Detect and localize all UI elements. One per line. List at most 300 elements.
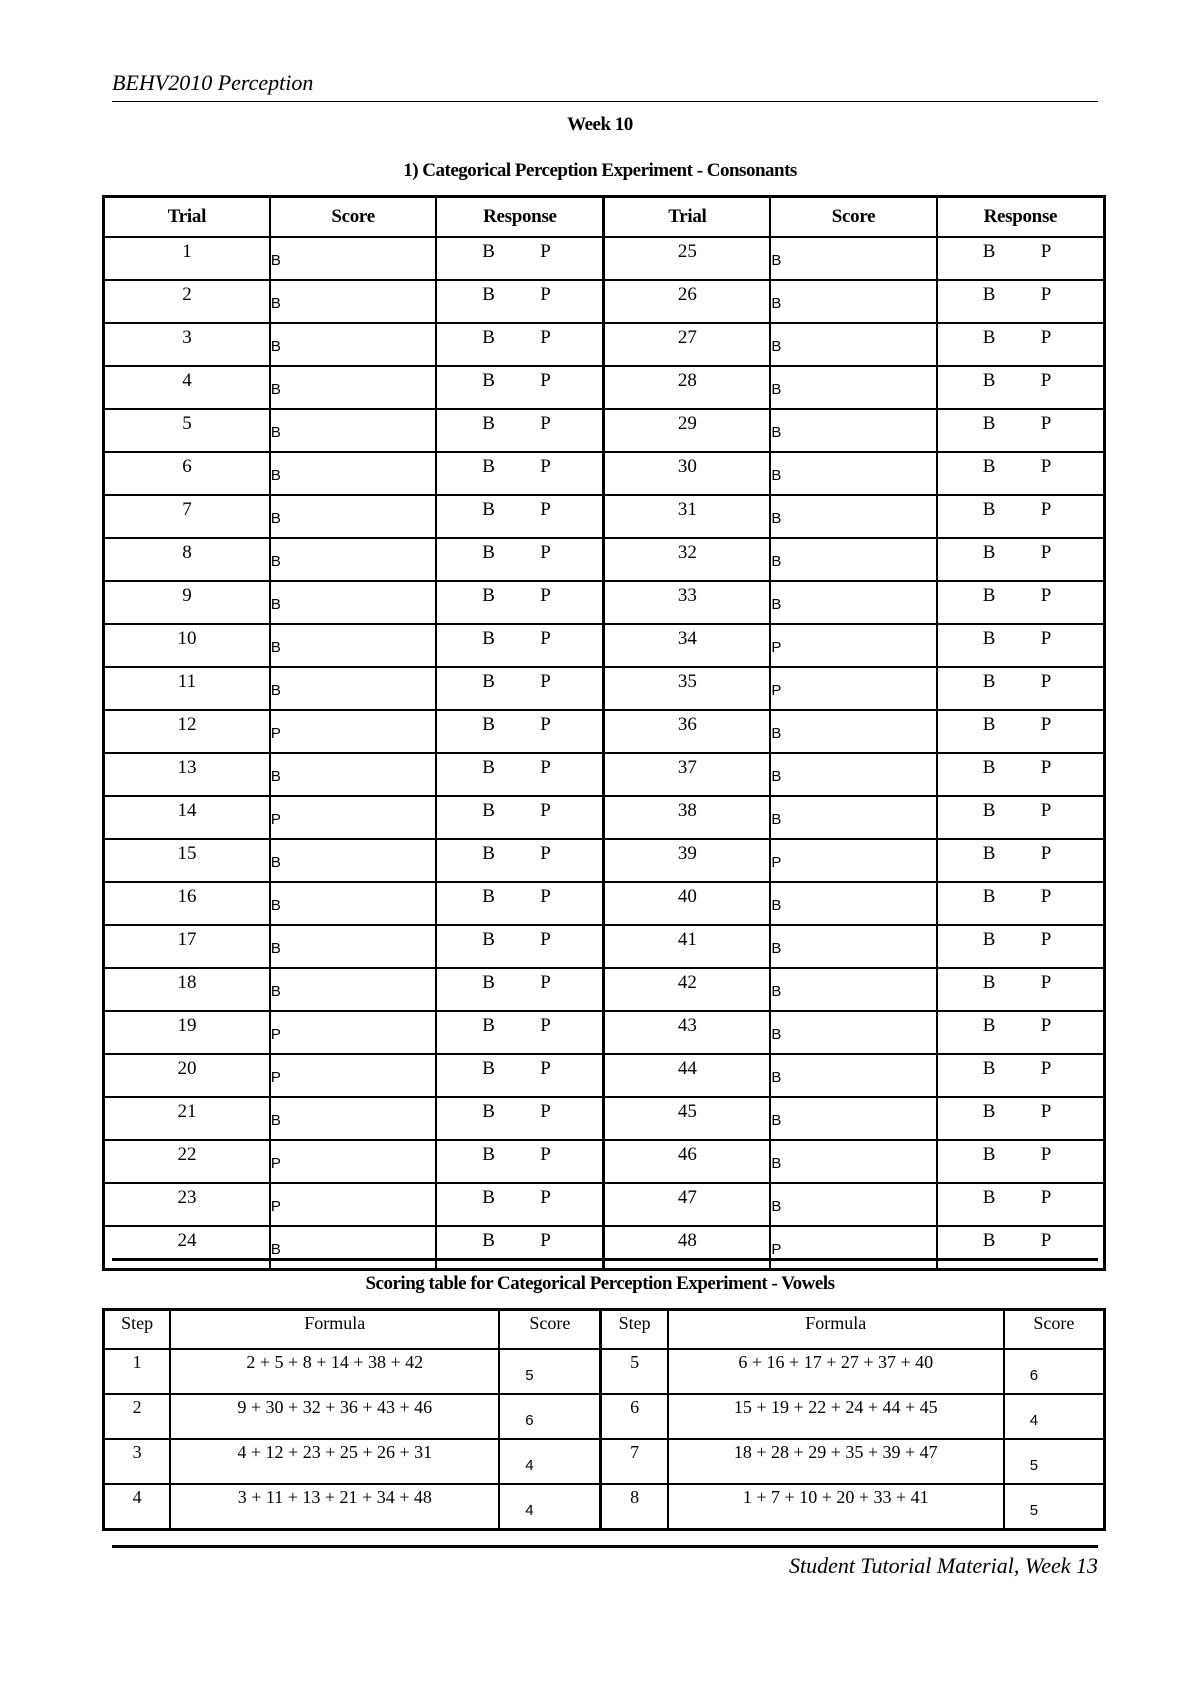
formula-cell: 6 + 16 + 17 + 27 + 37 + 40 <box>668 1349 1004 1394</box>
trial-cell: 5 <box>104 409 270 452</box>
trial-cell: 3 <box>104 323 270 366</box>
section-divider <box>112 1258 1098 1261</box>
response-option-b[interactable]: B <box>982 456 996 477</box>
trial-cell: 22 <box>104 1140 270 1183</box>
response-option-b[interactable]: B <box>482 585 495 606</box>
response-cell <box>937 1097 1105 1140</box>
response-cell <box>937 538 1105 581</box>
response-option-p[interactable]: P <box>540 1187 551 1208</box>
trial-cell: 36 <box>604 710 770 753</box>
vowel-score-cell: 4 <box>499 1439 601 1484</box>
trial-cell: 13 <box>104 753 270 796</box>
trial-cell: 7 <box>104 495 270 538</box>
score-cell: B <box>770 366 936 409</box>
response-option-p[interactable]: P <box>1040 628 1052 649</box>
trial-cell: 33 <box>604 581 770 624</box>
formula-cell: 2 + 5 + 8 + 14 + 38 + 42 <box>170 1349 499 1394</box>
trial-cell: 20 <box>104 1054 270 1097</box>
trial-cell: 30 <box>604 452 770 495</box>
response-option-p[interactable]: P <box>1040 843 1052 864</box>
trial-cell: 6 <box>104 452 270 495</box>
trial-cell: 34 <box>604 624 770 667</box>
response-option-p[interactable]: P <box>1040 456 1052 477</box>
response-option-p[interactable]: P <box>1040 1187 1052 1208</box>
response-cell <box>436 1226 604 1270</box>
response-cell <box>937 1140 1105 1183</box>
score-cell: B <box>770 882 936 925</box>
score-cell: B <box>770 237 936 280</box>
response-option-b[interactable]: B <box>482 972 495 993</box>
formula-cell: 3 + 11 + 13 + 21 + 34 + 48 <box>170 1484 499 1530</box>
consonant-row <box>104 452 1105 495</box>
response-option-p[interactable]: P <box>1040 1101 1052 1122</box>
response-option-p[interactable]: P <box>540 327 551 348</box>
response-option-b[interactable]: B <box>982 370 996 391</box>
header-rule <box>112 101 1098 102</box>
response-option-p[interactable]: P <box>540 241 551 262</box>
response-option-b[interactable]: B <box>482 1015 495 1036</box>
response-option-b[interactable]: B <box>482 499 495 520</box>
response-option-b[interactable]: B <box>482 800 495 821</box>
response-cell <box>937 1011 1105 1054</box>
response-option-b[interactable]: B <box>982 413 996 434</box>
vowel-score-cell: 5 <box>1004 1484 1105 1530</box>
response-option-p[interactable]: P <box>1040 886 1052 907</box>
trial-cell: 24 <box>104 1226 270 1270</box>
score-cell: B <box>770 581 936 624</box>
step-cell: 1 <box>104 1349 171 1394</box>
step-cell: 8 <box>601 1484 668 1530</box>
response-cell <box>937 1054 1105 1097</box>
response-cell <box>937 968 1105 1011</box>
response-cell <box>937 1183 1105 1226</box>
trial-cell: 8 <box>104 538 270 581</box>
trial-cell: 1 <box>104 237 270 280</box>
response-option-p[interactable]: P <box>1040 542 1052 563</box>
response-option-p[interactable]: P <box>1040 284 1052 305</box>
response-option-p[interactable]: P <box>540 413 551 434</box>
step-cell: 2 <box>104 1394 171 1439</box>
trial-cell: 28 <box>604 366 770 409</box>
response-option-p[interactable]: P <box>540 800 551 821</box>
consonant-row <box>104 323 1105 366</box>
response-option-p[interactable]: P <box>1040 1144 1052 1165</box>
consonant-row <box>104 796 1105 839</box>
trial-cell: 27 <box>604 323 770 366</box>
score-cell: B <box>770 280 936 323</box>
score-cell: B <box>770 409 936 452</box>
response-option-b[interactable]: B <box>482 370 495 391</box>
trial-cell: 11 <box>104 667 270 710</box>
response-option-b[interactable]: B <box>982 499 996 520</box>
score-cell: B <box>770 796 936 839</box>
response-option-b[interactable]: B <box>482 1101 495 1122</box>
response-cell <box>937 323 1105 366</box>
vowel-score-cell: 4 <box>1004 1394 1105 1439</box>
vowels-title: Scoring table for Categorical Perception Experiment - Vowels <box>365 1273 835 1294</box>
consonant-row <box>104 366 1105 409</box>
response-option-p[interactable]: P <box>540 585 551 606</box>
score-cell: B <box>770 1097 936 1140</box>
score-cell: B <box>270 839 436 882</box>
response-option-p[interactable]: P <box>1040 499 1052 520</box>
consonant-row <box>104 1183 1105 1226</box>
consonant-row <box>104 1097 1105 1140</box>
score-cell: P <box>770 667 936 710</box>
response-option-b[interactable]: B <box>982 1101 996 1122</box>
response-cell <box>937 1226 1105 1270</box>
trial-cell: 37 <box>604 753 770 796</box>
consonants-table <box>102 195 1106 1271</box>
response-option-b[interactable]: B <box>982 671 996 692</box>
score-cell: B <box>270 409 436 452</box>
response-option-b[interactable]: B <box>982 757 996 778</box>
trial-cell: 4 <box>104 366 270 409</box>
consonant-row <box>104 1011 1105 1054</box>
vowel-score-row <box>104 1484 1105 1530</box>
response-cell <box>937 667 1105 710</box>
response-option-p[interactable]: P <box>540 1144 551 1165</box>
response-option-b[interactable]: B <box>982 929 996 950</box>
response-cell <box>937 839 1105 882</box>
col-header-formula-2: Formula <box>668 1310 1004 1350</box>
response-option-b[interactable]: B <box>982 843 996 864</box>
response-cell <box>436 495 604 538</box>
response-option-p[interactable]: P <box>1040 714 1052 735</box>
trial-cell: 42 <box>604 968 770 1011</box>
response-option-b[interactable]: B <box>482 1230 495 1251</box>
trial-cell: 14 <box>104 796 270 839</box>
response-option-b[interactable]: B <box>982 800 996 821</box>
response-cell <box>436 710 604 753</box>
response-option-b[interactable]: B <box>982 714 996 735</box>
trial-cell: 43 <box>604 1011 770 1054</box>
response-option-p[interactable]: P <box>540 972 551 993</box>
vowel-score-cell: 5 <box>499 1349 601 1394</box>
col-header-score: Score <box>270 197 436 238</box>
response-option-b[interactable]: B <box>482 886 495 907</box>
trial-cell: 2 <box>104 280 270 323</box>
score-cell: B <box>270 495 436 538</box>
response-cell <box>937 581 1105 624</box>
response-cell <box>937 925 1105 968</box>
response-option-p[interactable]: P <box>1040 370 1052 391</box>
response-option-p[interactable]: P <box>540 1101 551 1122</box>
score-cell: B <box>270 538 436 581</box>
response-option-p[interactable]: P <box>540 1230 551 1251</box>
response-option-b[interactable]: B <box>982 585 996 606</box>
trial-cell: 17 <box>104 925 270 968</box>
consonants-title: 1) Categorical Perception Experiment - Consonants <box>403 160 797 181</box>
col-header-step: Step <box>104 1310 171 1350</box>
response-option-p[interactable]: P <box>1040 757 1052 778</box>
score-cell: B <box>270 925 436 968</box>
trial-cell: 16 <box>104 882 270 925</box>
response-option-b[interactable]: B <box>482 843 495 864</box>
consonant-row <box>104 710 1105 753</box>
col-header-trial: Trial <box>104 197 270 238</box>
response-option-p[interactable]: P <box>540 886 551 907</box>
step-cell: 4 <box>104 1484 171 1530</box>
response-option-p[interactable]: P <box>540 757 551 778</box>
vowel-score-cell: 6 <box>499 1394 601 1439</box>
score-cell: B <box>770 1140 936 1183</box>
vowel-score-cell: 5 <box>1004 1439 1105 1484</box>
response-option-p[interactable]: P <box>540 628 551 649</box>
consonant-row <box>104 409 1105 452</box>
response-option-b[interactable]: B <box>482 413 495 434</box>
score-cell: P <box>270 710 436 753</box>
response-option-p[interactable]: P <box>1040 585 1052 606</box>
trial-cell: 45 <box>604 1097 770 1140</box>
score-cell: B <box>270 323 436 366</box>
trial-cell: 40 <box>604 882 770 925</box>
step-cell: 3 <box>104 1439 171 1484</box>
score-cell: B <box>270 753 436 796</box>
trial-cell: 48 <box>604 1226 770 1270</box>
response-option-p[interactable]: P <box>540 1015 551 1036</box>
response-option-b[interactable]: B <box>982 1230 996 1251</box>
response-option-b[interactable]: B <box>982 1058 996 1079</box>
response-cell <box>436 925 604 968</box>
response-option-p[interactable]: P <box>540 456 551 477</box>
response-option-p[interactable]: P <box>540 499 551 520</box>
response-option-p[interactable]: P <box>1040 413 1052 434</box>
response-option-p[interactable]: P <box>1040 929 1052 950</box>
response-cell <box>436 1140 604 1183</box>
response-option-p[interactable]: P <box>540 929 551 950</box>
response-option-b[interactable]: B <box>982 1015 996 1036</box>
step-cell: 6 <box>601 1394 668 1439</box>
col-header-step-2: Step <box>601 1310 668 1350</box>
response-option-p[interactable]: P <box>540 1058 551 1079</box>
score-cell: B <box>270 1226 436 1270</box>
score-cell: B <box>270 968 436 1011</box>
score-cell: P <box>770 1226 936 1270</box>
response-option-b[interactable]: B <box>982 628 996 649</box>
trial-cell: 10 <box>104 624 270 667</box>
response-cell <box>436 968 604 1011</box>
formula-cell: 4 + 12 + 23 + 25 + 26 + 31 <box>170 1439 499 1484</box>
score-cell: B <box>770 925 936 968</box>
response-option-p[interactable]: P <box>540 284 551 305</box>
formula-cell: 15 + 19 + 22 + 24 + 44 + 45 <box>668 1394 1004 1439</box>
col-header-response-2: Response <box>937 197 1105 238</box>
col-header-response: Response <box>436 197 604 238</box>
score-cell: B <box>270 280 436 323</box>
response-cell <box>436 753 604 796</box>
trial-cell: 23 <box>104 1183 270 1226</box>
trial-cell: 31 <box>604 495 770 538</box>
score-cell: B <box>770 1183 936 1226</box>
trial-cell: 19 <box>104 1011 270 1054</box>
page-header-course: BEHV2010 Perception <box>112 70 314 95</box>
response-option-b[interactable]: B <box>482 671 495 692</box>
score-cell: B <box>770 538 936 581</box>
response-option-p[interactable]: P <box>1040 1058 1052 1079</box>
response-cell <box>937 237 1105 280</box>
trial-cell: 21 <box>104 1097 270 1140</box>
consonant-row <box>104 624 1105 667</box>
response-option-p[interactable]: P <box>1040 972 1052 993</box>
score-cell: P <box>270 1183 436 1226</box>
response-cell <box>937 882 1105 925</box>
score-cell: B <box>770 323 936 366</box>
score-cell: P <box>270 1054 436 1097</box>
response-option-b[interactable]: B <box>482 714 495 735</box>
score-cell: P <box>270 1140 436 1183</box>
score-cell: B <box>270 237 436 280</box>
response-cell <box>937 366 1105 409</box>
score-cell: B <box>270 581 436 624</box>
response-cell <box>436 366 604 409</box>
trial-cell: 38 <box>604 796 770 839</box>
response-cell <box>436 1054 604 1097</box>
consonant-row <box>104 280 1105 323</box>
score-cell: P <box>770 839 936 882</box>
response-option-b[interactable]: B <box>982 1187 996 1208</box>
response-cell <box>937 409 1105 452</box>
response-option-b[interactable]: B <box>482 1187 495 1208</box>
response-cell <box>436 1097 604 1140</box>
response-cell <box>436 452 604 495</box>
response-option-b[interactable]: B <box>482 1144 495 1165</box>
response-option-b[interactable]: B <box>982 284 996 305</box>
score-cell: B <box>770 1054 936 1097</box>
vowels-scoring-table <box>102 1308 1106 1531</box>
response-option-b[interactable]: B <box>482 241 495 262</box>
trial-cell: 18 <box>104 968 270 1011</box>
response-cell <box>436 1183 604 1226</box>
response-cell <box>937 753 1105 796</box>
response-option-p[interactable]: P <box>540 714 551 735</box>
consonant-row <box>104 839 1105 882</box>
response-option-b[interactable]: B <box>982 241 996 262</box>
trial-cell: 46 <box>604 1140 770 1183</box>
response-option-b[interactable]: B <box>482 456 495 477</box>
trial-cell: 39 <box>604 839 770 882</box>
score-cell: B <box>270 452 436 495</box>
score-cell: B <box>270 366 436 409</box>
score-cell: B <box>770 968 936 1011</box>
response-option-b[interactable]: B <box>982 886 996 907</box>
response-cell <box>436 839 604 882</box>
trial-cell: 9 <box>104 581 270 624</box>
response-option-b[interactable]: B <box>482 929 495 950</box>
response-option-p[interactable]: P <box>1040 671 1052 692</box>
consonant-row <box>104 667 1105 710</box>
response-cell <box>436 796 604 839</box>
formula-cell: 1 + 7 + 10 + 20 + 33 + 41 <box>668 1484 1004 1530</box>
response-option-b[interactable]: B <box>482 327 495 348</box>
response-option-b[interactable]: B <box>482 628 495 649</box>
consonant-row <box>104 1226 1105 1270</box>
trial-cell: 41 <box>604 925 770 968</box>
consonant-row <box>104 581 1105 624</box>
score-cell: B <box>270 667 436 710</box>
response-option-b[interactable]: B <box>982 542 996 563</box>
response-cell <box>436 581 604 624</box>
response-option-b[interactable]: B <box>482 284 495 305</box>
score-cell: B <box>770 1011 936 1054</box>
trial-cell: 29 <box>604 409 770 452</box>
consonant-row <box>104 1140 1105 1183</box>
response-cell <box>436 624 604 667</box>
formula-cell: 9 + 30 + 32 + 36 + 43 + 46 <box>170 1394 499 1439</box>
vowel-score-cell: 6 <box>1004 1349 1105 1394</box>
response-option-b[interactable]: B <box>982 327 996 348</box>
consonant-row <box>104 968 1105 1011</box>
vowels-header-row <box>104 1310 1105 1350</box>
response-cell <box>436 667 604 710</box>
trial-cell: 12 <box>104 710 270 753</box>
consonant-row <box>104 495 1105 538</box>
response-cell <box>436 1011 604 1054</box>
response-option-p[interactable]: P <box>1040 1015 1052 1036</box>
response-option-p[interactable]: P <box>1040 1230 1052 1251</box>
score-cell: P <box>270 796 436 839</box>
score-cell: B <box>770 452 936 495</box>
score-cell: B <box>770 710 936 753</box>
response-option-p[interactable]: P <box>540 671 551 692</box>
col-header-vscore-2: Score <box>1004 1310 1105 1350</box>
response-option-b[interactable]: B <box>482 1058 495 1079</box>
score-cell: B <box>770 495 936 538</box>
consonant-row <box>104 538 1105 581</box>
response-option-b[interactable]: B <box>982 1144 996 1165</box>
response-option-p[interactable]: P <box>540 843 551 864</box>
consonant-row <box>104 1054 1105 1097</box>
response-option-p[interactable]: P <box>1040 800 1052 821</box>
response-option-p[interactable]: P <box>540 542 551 563</box>
response-option-p[interactable]: P <box>1040 327 1052 348</box>
score-cell: P <box>270 1011 436 1054</box>
response-cell <box>436 538 604 581</box>
consonants-header-row <box>104 197 1105 238</box>
week-title: Week 10 <box>567 114 633 135</box>
response-option-b[interactable]: B <box>982 972 996 993</box>
footer-rule <box>112 1545 1098 1548</box>
response-option-b[interactable]: B <box>482 542 495 563</box>
response-cell <box>937 452 1105 495</box>
consonant-row <box>104 925 1105 968</box>
trial-cell: 32 <box>604 538 770 581</box>
step-cell: 7 <box>601 1439 668 1484</box>
response-option-b[interactable]: B <box>482 757 495 778</box>
score-cell: B <box>270 882 436 925</box>
score-cell: B <box>270 1097 436 1140</box>
vowel-score-row <box>104 1349 1105 1394</box>
vowel-score-cell: 4 <box>499 1484 601 1530</box>
response-cell <box>436 280 604 323</box>
response-option-p[interactable]: P <box>540 370 551 391</box>
response-cell <box>937 796 1105 839</box>
score-cell: B <box>770 753 936 796</box>
response-cell <box>436 323 604 366</box>
trial-cell: 44 <box>604 1054 770 1097</box>
response-option-p[interactable]: P <box>1040 241 1052 262</box>
response-cell <box>937 624 1105 667</box>
consonant-row <box>104 237 1105 280</box>
col-header-vscore: Score <box>499 1310 601 1350</box>
col-header-formula: Formula <box>170 1310 499 1350</box>
consonant-row <box>104 753 1105 796</box>
score-cell: P <box>770 624 936 667</box>
col-header-trial-2: Trial <box>604 197 770 238</box>
step-cell: 5 <box>601 1349 668 1394</box>
response-cell <box>436 882 604 925</box>
col-header-score-2: Score <box>770 197 936 238</box>
